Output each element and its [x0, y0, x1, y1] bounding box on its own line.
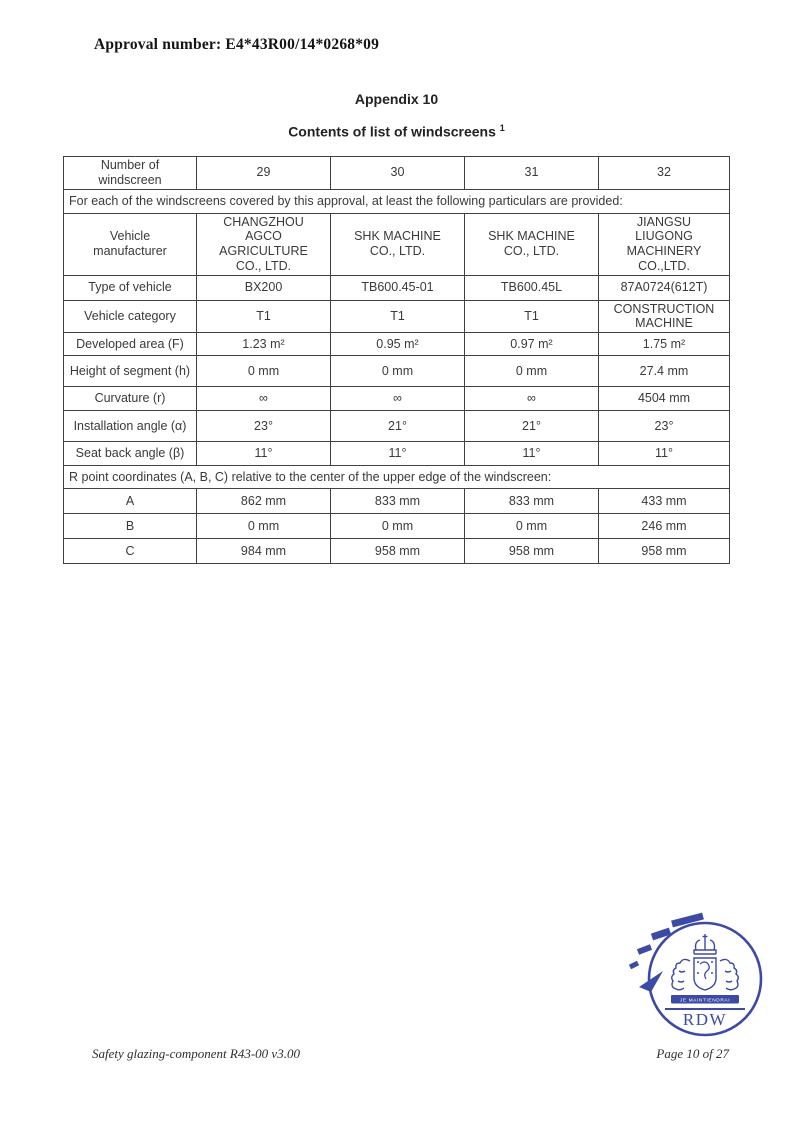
rdw-stamp — [626, 901, 790, 1061]
page-footer — [63, 1046, 729, 1062]
data-cell: T1 — [197, 300, 331, 333]
data-cell: 0 mm — [197, 514, 331, 539]
data-cell: 958 mm — [331, 539, 465, 564]
table-row-vehicle-type — [64, 275, 730, 300]
intro-note-cell: For each of the windscreens covered by this approval, at least the following particulars are provided: — [64, 189, 730, 213]
data-cell: 833 mm — [465, 489, 599, 514]
row-label-cell: Developed area (F) — [64, 333, 197, 356]
row-label-cell: Height of segment (h) — [64, 356, 197, 387]
data-cell: 21° — [465, 411, 599, 442]
data-cell: 27.4 mm — [599, 356, 730, 387]
row-label-cell: Number of windscreen — [64, 157, 197, 190]
data-cell: 862 mm — [197, 489, 331, 514]
data-cell: TB600.45-01 — [331, 275, 465, 300]
data-cell: 23° — [197, 411, 331, 442]
data-cell: 0 mm — [331, 514, 465, 539]
data-cell: SHK MACHINE CO., LTD. — [465, 213, 599, 275]
data-cell: ∞ — [465, 387, 599, 411]
data-cell: 11° — [331, 442, 465, 466]
data-cell: 30 — [331, 157, 465, 190]
data-cell: T1 — [331, 300, 465, 333]
data-cell: CONSTRUCTION MACHINE — [599, 300, 730, 333]
table-row-segment-height — [64, 356, 730, 387]
stamp-wedge-icon — [639, 971, 663, 992]
rdw-stamp-icon — [626, 901, 790, 1061]
data-cell: 833 mm — [331, 489, 465, 514]
row-label-cell: Vehicle manufacturer — [64, 213, 197, 275]
data-cell: 0.97 m² — [465, 333, 599, 356]
data-cell: 29 — [197, 157, 331, 190]
data-cell: ∞ — [197, 387, 331, 411]
table-row-installation-angle — [64, 411, 730, 442]
data-cell: CHANGZHOU AGCO AGRICULTURE CO., LTD. — [197, 213, 331, 275]
table-row-rpoint-b — [64, 514, 730, 539]
row-label-cell: Curvature (r) — [64, 387, 197, 411]
data-cell: 11° — [465, 442, 599, 466]
data-cell: 958 mm — [465, 539, 599, 564]
data-cell: JIANGSU LIUGONG MACHINERY CO.,LTD. — [599, 213, 730, 275]
data-cell: 32 — [599, 157, 730, 190]
data-cell: 0 mm — [465, 514, 599, 539]
data-cell: 246 mm — [599, 514, 730, 539]
data-cell: SHK MACHINE CO., LTD. — [331, 213, 465, 275]
row-label-cell: Type of vehicle — [64, 275, 197, 300]
appendix-title: Appendix 10 — [354, 91, 439, 107]
subtitle-footnote-marker: 1 — [499, 123, 505, 133]
data-cell: 433 mm — [599, 489, 730, 514]
data-cell: 0 mm — [197, 356, 331, 387]
subtitle-text: Contents of list of windscreens — [288, 123, 496, 140]
data-cell: T1 — [465, 300, 599, 333]
data-cell: 0.95 m² — [331, 333, 465, 356]
stamp-org-text: RDW — [682, 1010, 728, 1029]
stamp-motto-text: JE MAINTIENDRAI — [679, 998, 731, 1004]
row-label-cell: C — [64, 539, 197, 564]
table-row-rpoint-note — [64, 466, 730, 489]
data-cell: 4504 mm — [599, 387, 730, 411]
row-label-cell: B — [64, 514, 197, 539]
data-cell: 87A0724(612T) — [599, 275, 730, 300]
data-cell: 1.75 m² — [599, 333, 730, 356]
table-row-manufacturer — [64, 213, 730, 275]
approval-number: Approval number: E4*43R00/14*0268*09 — [94, 36, 380, 53]
row-label-cell: Vehicle category — [64, 300, 197, 333]
footer-doc-ref: Safety glazing-component R43-00 v3.00 — [92, 1046, 300, 1061]
data-cell: 1.23 m² — [197, 333, 331, 356]
data-cell: ∞ — [331, 387, 465, 411]
table-row-curvature — [64, 387, 730, 411]
rpoint-note-cell: R point coordinates (A, B, C) relative to the center of the upper edge of the windscreen: — [64, 466, 730, 489]
data-cell: 21° — [331, 411, 465, 442]
data-cell: TB600.45L — [465, 275, 599, 300]
table-row-rpoint-c — [64, 539, 730, 564]
row-label-cell: Seat back angle (β) — [64, 442, 197, 466]
data-cell: 11° — [197, 442, 331, 466]
document-subtitle — [0, 123, 793, 140]
data-cell: 0 mm — [331, 356, 465, 387]
coat-of-arms-icon — [672, 934, 739, 990]
windscreen-spec-table — [63, 156, 730, 564]
table-row-number — [64, 157, 730, 190]
data-cell: 23° — [599, 411, 730, 442]
table-row-rpoint-a — [64, 489, 730, 514]
data-cell: 984 mm — [197, 539, 331, 564]
data-cell: 958 mm — [599, 539, 730, 564]
data-cell: 11° — [599, 442, 730, 466]
row-label-cell: A — [64, 489, 197, 514]
footer-page-number: Page 10 of 27 — [656, 1046, 729, 1061]
row-label-cell: Installation angle (α) — [64, 411, 197, 442]
data-cell: 31 — [465, 157, 599, 190]
data-cell: 0 mm — [465, 356, 599, 387]
table-row-intro-note — [64, 189, 730, 213]
data-cell: BX200 — [197, 275, 331, 300]
table-row-seat-back-angle — [64, 442, 730, 466]
table-row-developed-area — [64, 333, 730, 356]
table-row-vehicle-category — [64, 300, 730, 333]
